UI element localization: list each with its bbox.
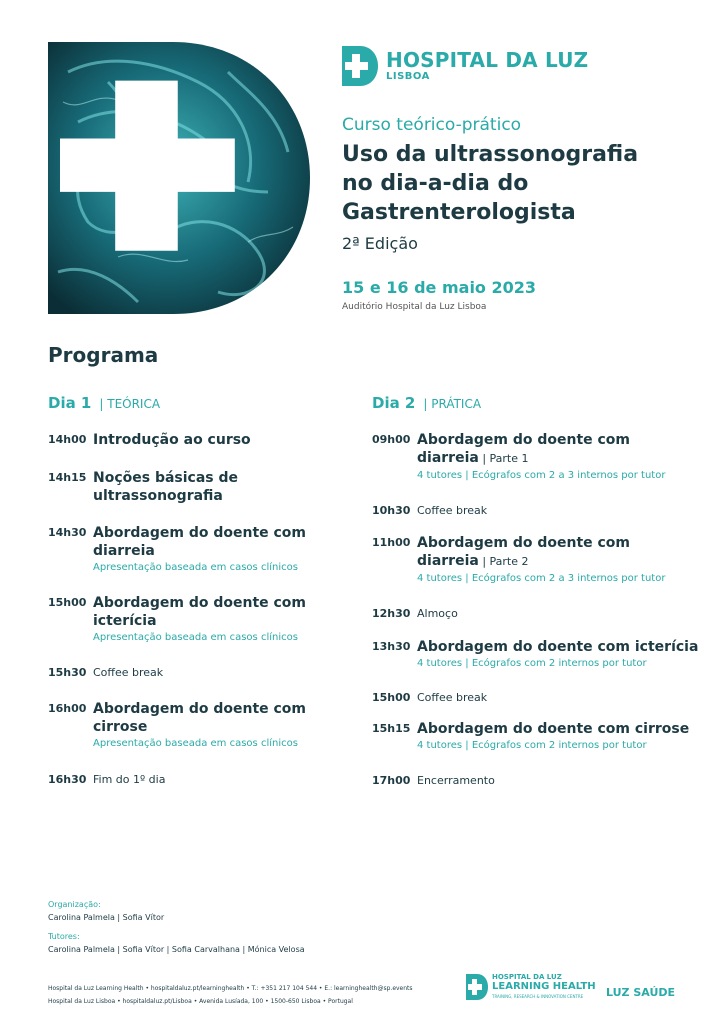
hero-anatomy-image: [48, 42, 310, 314]
day1-type: | TEÓRICA: [99, 397, 161, 411]
item-title: [417, 431, 682, 468]
course-title-line: Gastrenterologista: [342, 200, 576, 225]
item-time: 15h15: [372, 722, 411, 735]
schedule-item: [48, 771, 368, 786]
item-time: 13h30: [372, 640, 411, 653]
learning-health-d-mark-icon: [466, 974, 488, 1000]
organization-names: Carolina Palmela | Sofia Vítor: [48, 913, 165, 922]
programa-heading: Programa: [48, 343, 159, 367]
learning-health-logo: [466, 972, 596, 1002]
item-time: 11h00: [372, 536, 411, 549]
hospital-da-luz-logo: [342, 46, 588, 86]
item-title: Almoço: [417, 607, 458, 620]
item-part: | Parte 1: [478, 452, 529, 465]
organization-label: Organização:: [48, 900, 101, 909]
credits: [48, 898, 305, 956]
course-type: Curso teórico-prático: [342, 115, 522, 135]
item-title-text: Abordagem do doente com diarreia: [417, 432, 631, 466]
item-title: Encerramento: [417, 774, 495, 787]
item-part: | Parte 2: [478, 555, 529, 568]
item-time: 15h00: [372, 691, 411, 704]
day2-type: | PRÁTICA: [423, 397, 482, 411]
item-time: 14h30: [48, 526, 87, 539]
item-title: Coffee break: [417, 691, 488, 704]
day1-column: [48, 394, 368, 786]
course-date: 15 e 16 de maio 2023: [342, 278, 537, 297]
item-time: 17h00: [372, 774, 411, 787]
schedule-item: [372, 502, 702, 517]
item-subtitle: Apresentação baseada em casos clínicos: [93, 632, 298, 643]
tutors-label: Tutores:: [48, 932, 80, 941]
schedule-item: [372, 720, 702, 753]
course-title-line: Uso da ultrassonografia: [342, 142, 639, 167]
day2-label: Dia 2: [372, 394, 416, 412]
course-title-line: no dia-a-dia do: [342, 171, 529, 196]
item-time: 10h30: [372, 504, 411, 517]
luz-saude-logo: LUZ SAÚDE: [606, 986, 676, 999]
item-subtitle: 4 tutores | Ecógrafos com 2 a 3 internos por tutor: [417, 470, 666, 481]
tutors-names: Carolina Palmela | Sofia Vítor | Sofia Carvalhana | Mónica Velosa: [48, 945, 305, 954]
item-subtitle: 4 tutores | Ecógrafos com 2 internos por tutor: [417, 740, 647, 751]
item-time: 14h15: [48, 471, 87, 484]
schedule-item: [372, 638, 702, 671]
lh-main: LEARNING HEALTH: [492, 981, 596, 992]
schedule-item: [48, 431, 368, 449]
contact-line: Hospital da Luz Lisboa • hospitaldaluz.pt/Lisboa • Avenida Lusíada, 100 • 1500-650 Lisboa • Portugal: [48, 998, 353, 1005]
item-title: Abordagem do doente com cirrose: [93, 701, 307, 735]
day1-header: [48, 394, 368, 412]
lh-top: HOSPITAL DA LUZ: [492, 973, 562, 981]
item-subtitle: Apresentação baseada em casos clínicos: [93, 562, 298, 573]
item-title: Abordagem do doente com diarreia: [93, 525, 307, 559]
schedule-item: [372, 534, 702, 586]
item-subtitle: 4 tutores | Ecógrafos com 2 a 3 internos por tutor: [417, 573, 666, 584]
day2-column: [372, 394, 702, 787]
schedule-item: [372, 689, 702, 704]
logo-location: LISBOA: [386, 71, 430, 82]
item-time: 16h30: [48, 773, 87, 786]
footer-contact: [48, 982, 413, 1008]
course-title: [342, 140, 702, 227]
item-time: 09h00: [372, 433, 411, 446]
item-title: Noções básicas de ultrassonografia: [93, 470, 239, 504]
item-title: Fim do 1º dia: [93, 773, 166, 786]
item-time: 15h00: [48, 596, 87, 609]
item-time: 16h00: [48, 702, 87, 715]
item-time: 15h30: [48, 666, 87, 679]
logo-name: HOSPITAL DA LUZ: [386, 48, 589, 72]
schedule-item: [48, 594, 368, 645]
schedule-item: [372, 431, 702, 483]
item-title: Introdução ao curso: [93, 432, 251, 448]
day1-label: Dia 1: [48, 394, 92, 412]
item-title-text: Abordagem do doente com diarreia: [417, 535, 631, 569]
item-subtitle: 4 tutores | Ecógrafos com 2 internos por tutor: [417, 658, 647, 669]
item-time: 12h30: [372, 607, 411, 620]
item-title: Coffee break: [93, 666, 164, 679]
item-title: Abordagem do doente com cirrose: [417, 721, 690, 737]
schedule-item: [48, 700, 368, 751]
lh-tagline: TRAINING, RESEARCH & INNOVATION CENTRE: [492, 994, 584, 999]
item-title: Coffee break: [417, 504, 488, 517]
day2-header: [372, 394, 702, 412]
schedule-item: [48, 664, 368, 679]
schedule-item: [48, 524, 368, 575]
item-title: Abordagem do doente com icterícia: [93, 595, 307, 629]
item-subtitle: Apresentação baseada em casos clínicos: [93, 738, 298, 749]
schedule-item: [372, 605, 702, 620]
course-venue: Auditório Hospital da Luz Lisboa: [342, 302, 487, 312]
item-title: [417, 534, 682, 571]
item-title: Abordagem do doente com icterícia: [417, 639, 699, 655]
item-time: 14h00: [48, 433, 87, 446]
contact-line: Hospital da Luz Learning Health • hospitaldaluz.pt/learninghealth • T.: +351 217 104 544 • E.: learninghealth@sp.events: [48, 985, 413, 992]
schedule-item: [372, 772, 702, 787]
course-edition: 2ª Edição: [342, 234, 418, 253]
hospital-da-luz-d-mark-icon: [342, 46, 378, 86]
schedule-item: [48, 469, 368, 505]
